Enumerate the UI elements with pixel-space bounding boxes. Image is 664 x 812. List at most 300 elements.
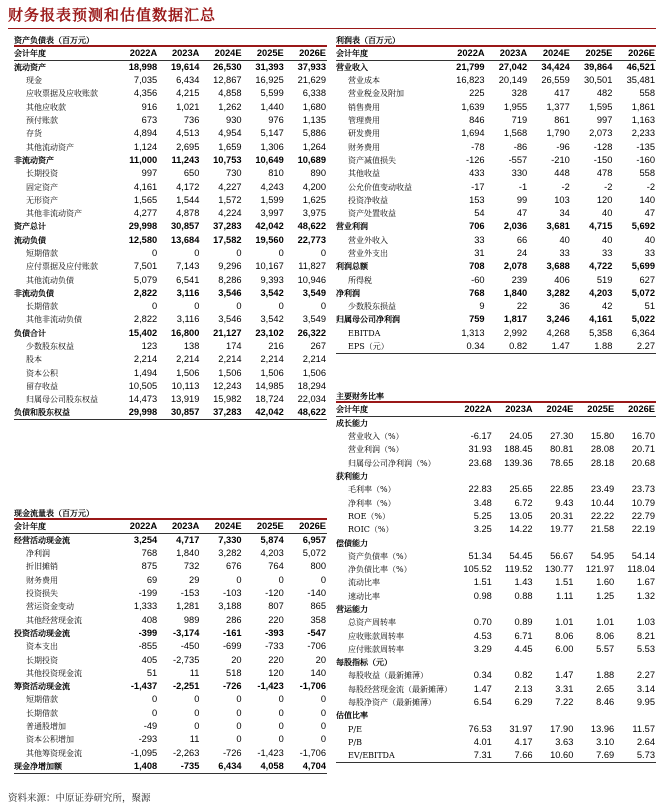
cell-value: 267 <box>310 341 326 352</box>
cell-value: 1.47 <box>473 683 492 694</box>
cell-value: 5,358 <box>589 327 613 338</box>
header-year: 2025E <box>243 47 285 61</box>
cell-value: 1,659 <box>218 141 242 152</box>
cell-value: 8,286 <box>218 274 242 285</box>
table-row <box>336 101 656 114</box>
cell-value: 2,036 <box>503 221 528 232</box>
table-row <box>14 300 327 313</box>
table-row <box>336 300 656 313</box>
row-label: 股本 <box>26 355 42 365</box>
cell-value: 3,549 <box>302 314 326 325</box>
cell-value: 66 <box>516 234 528 245</box>
table-row <box>14 194 327 207</box>
cell-value: 3,254 <box>133 535 158 545</box>
cell-value: 22.79 <box>631 510 655 521</box>
cell-value: 1,861 <box>631 101 655 112</box>
table-row <box>336 167 656 180</box>
cell-value: 1.01 <box>555 617 574 628</box>
table-row <box>14 613 327 626</box>
cell-value: 15,402 <box>128 327 158 338</box>
cell-value: 120 <box>268 667 284 678</box>
cell-value: 3,116 <box>176 314 200 325</box>
cell-value: 29,998 <box>116 406 158 420</box>
row-label: 应付票据及应付账款 <box>26 262 98 272</box>
table-row <box>336 247 656 260</box>
row-label: 营业利润（%） <box>348 445 404 455</box>
cell-value: 650 <box>183 168 200 179</box>
cell-value: 30,857 <box>158 406 200 420</box>
cell-value: 5,072 <box>631 287 655 298</box>
row-label: 留存收益 <box>26 381 58 391</box>
cell-value: 558 <box>639 88 655 99</box>
cell-value: 27.30 <box>550 431 574 442</box>
cell-value: 220 <box>268 654 284 665</box>
cell-value: 4,722 <box>589 261 613 272</box>
cell-value: 5,079 <box>133 274 158 285</box>
row-label: 长期投资 <box>26 655 58 665</box>
cell-value: 0 <box>320 734 326 745</box>
header-year: 2023A <box>486 47 529 61</box>
financial-ratios-table <box>336 390 656 763</box>
cell-value: 0 <box>152 248 158 258</box>
cell-value: 0 <box>236 694 242 705</box>
cell-value <box>574 656 615 669</box>
cell-value: 1,599 <box>260 194 284 205</box>
cell-value: 358 <box>310 614 326 625</box>
cell-value: 16.70 <box>631 431 655 442</box>
source-note: 资料来源：中原证券研究所，聚源 <box>8 793 151 804</box>
cell-value: 4,513 <box>176 128 200 139</box>
row-label: EV/EBITDA <box>336 749 452 763</box>
cell-value: 0 <box>278 721 284 731</box>
row-label: EBITDA <box>348 328 381 338</box>
cell-value: 1,817 <box>503 314 528 325</box>
cell-value: 0 <box>278 707 284 718</box>
cell-value: 8.06 <box>596 630 615 641</box>
cell-value <box>452 709 493 722</box>
table-row <box>336 154 656 167</box>
cell-value: 997 <box>141 168 158 179</box>
row-label: 公允价值变动收益 <box>348 182 412 192</box>
cell-value: 2,822 <box>133 287 158 298</box>
cell-value: 1.47 <box>528 340 571 354</box>
cell-value: 1,595 <box>589 101 613 112</box>
cell-value: 558 <box>639 168 655 179</box>
cell-value: 0.88 <box>514 590 533 601</box>
cell-value: 2.13 <box>514 683 533 694</box>
table-row <box>14 693 327 706</box>
cell-value: 3,116 <box>176 287 200 298</box>
cell-value: 1,440 <box>260 101 284 112</box>
header-year: 2025E <box>571 47 614 61</box>
table-row <box>14 234 327 247</box>
cell-value <box>615 709 656 722</box>
table-row <box>336 430 656 443</box>
cell-value: 3,688 <box>546 261 570 272</box>
row-label: 利润总额 <box>336 261 368 272</box>
income-statement-table <box>336 34 656 354</box>
row-label: 营业外收入 <box>348 235 388 245</box>
row-label: 净负债比率（%） <box>348 565 412 575</box>
header-year: 2026E <box>615 403 656 417</box>
cell-value: 23,102 <box>255 327 284 338</box>
cell-value: 51.34 <box>468 550 492 561</box>
cell-value <box>574 603 615 616</box>
cell-value: -140 <box>307 588 326 599</box>
cell-value: 16,800 <box>170 327 200 338</box>
cell-value: 0 <box>278 734 284 745</box>
cell-value: 4,704 <box>285 760 327 774</box>
cell-value: -393 <box>265 627 284 638</box>
table-row <box>14 101 327 114</box>
row-label: 其他非流动负债 <box>26 315 82 325</box>
cell-value: 0 <box>278 574 284 585</box>
row-label: 其他筹资现金流 <box>26 748 82 758</box>
cell-value: 1,790 <box>546 128 570 139</box>
row-label: P/E <box>348 724 362 734</box>
cell-value: 10,946 <box>297 274 326 285</box>
cell-value: -726 <box>222 681 242 692</box>
row-label: 营运资金变动 <box>26 602 74 612</box>
cell-value: 22 <box>516 301 528 312</box>
cell-value <box>574 536 615 549</box>
cell-value: 1,506 <box>302 367 326 378</box>
cell-value: 0 <box>194 248 200 258</box>
cell-value: -210 <box>551 154 570 165</box>
cell-value: 13.05 <box>509 510 533 521</box>
table-row <box>14 273 327 286</box>
cell-value: 10,689 <box>297 154 326 165</box>
cell-value: 0 <box>236 721 242 731</box>
cell-value: 3,282 <box>546 287 570 298</box>
table-row <box>336 194 656 207</box>
cell-value: 0 <box>152 694 158 705</box>
cell-value: 103 <box>554 194 570 205</box>
cell-value: -2 <box>604 181 613 192</box>
row-label: 流动资产 <box>14 62 46 72</box>
cell-value: 1,313 <box>461 327 485 338</box>
balance-sheet-table <box>14 34 327 420</box>
row-label: ROIC（%） <box>348 525 394 535</box>
cell-value: 0 <box>194 721 200 731</box>
cell-value: 6.54 <box>473 697 492 708</box>
cell-value: 3,546 <box>218 314 242 325</box>
table-row <box>336 443 656 456</box>
cell-value: 5.57 <box>596 643 615 654</box>
cell-value: 4,203 <box>260 548 284 559</box>
cell-value: 0 <box>320 721 326 731</box>
header-year: 2022A <box>116 47 158 61</box>
financial-ratios-title: 主要财务比率 <box>336 390 656 403</box>
cell-value: 519 <box>596 274 613 285</box>
table-row <box>14 760 327 774</box>
row-label: 应收票据及应收账款 <box>26 89 98 99</box>
cell-value: 4,161 <box>589 314 613 325</box>
cell-value: 10,753 <box>213 154 242 165</box>
table-header-row <box>336 403 656 417</box>
table-row <box>14 406 327 420</box>
cell-value: 13,684 <box>170 234 200 245</box>
cell-value: 0 <box>278 301 284 312</box>
table-row <box>14 154 327 167</box>
cell-value: 0.89 <box>514 617 533 628</box>
cell-value: 4,243 <box>260 181 284 192</box>
table-row <box>336 483 656 496</box>
header-label: 会计年度 <box>336 403 452 417</box>
cell-value: 0 <box>236 574 242 585</box>
cell-value: 736 <box>183 115 200 126</box>
cell-value: 4.45 <box>514 643 533 654</box>
cell-value: 1,572 <box>218 194 242 205</box>
cell-value: -1,423 <box>257 747 284 758</box>
cell-value <box>493 709 534 722</box>
cell-value: -1,437 <box>130 681 158 692</box>
cell-value: 0 <box>194 707 200 718</box>
cell-value: 22,773 <box>297 234 326 245</box>
header-year: 2026E <box>285 47 327 61</box>
cell-value: 3.63 <box>555 736 574 747</box>
header-year: 2025E <box>243 520 285 534</box>
cell-value: 2,214 <box>302 354 326 365</box>
row-label: 短期借款 <box>26 249 58 258</box>
row-label: 长期借款 <box>26 708 58 718</box>
table-row <box>336 340 656 354</box>
cell-value: 0.70 <box>473 617 492 628</box>
cell-value: 12,243 <box>213 380 242 391</box>
table-row <box>14 167 327 180</box>
cell-value: 5,022 <box>631 314 655 325</box>
cell-value: 54.95 <box>590 550 615 561</box>
cell-value: 40 <box>602 208 613 219</box>
cell-value: 2.65 <box>596 683 615 694</box>
cell-value <box>534 417 575 431</box>
row-label: 财务费用 <box>348 142 380 152</box>
row-label: 经营活动现金流 <box>14 535 70 545</box>
row-label: 获利能力 <box>336 471 368 482</box>
cell-value <box>615 603 656 616</box>
cell-value: -726 <box>222 747 242 758</box>
cell-value: 10,649 <box>255 154 284 165</box>
header-year: 2022A <box>116 520 158 534</box>
cell-value: 1.43 <box>514 577 533 588</box>
cell-value: 930 <box>226 115 242 126</box>
cell-value: 3,542 <box>260 287 284 298</box>
cell-value: 30,857 <box>170 221 200 232</box>
cell-value: 1,021 <box>176 101 200 112</box>
cell-value: 11 <box>189 667 200 678</box>
cell-value <box>534 536 575 549</box>
cell-value: 28.18 <box>590 457 615 468</box>
cell-value: 807 <box>268 601 284 612</box>
table-row <box>14 327 327 340</box>
cell-value: 4,356 <box>133 88 158 99</box>
cell-value: 22.22 <box>590 510 615 521</box>
cell-value: -2 <box>646 181 655 192</box>
cell-value: -60 <box>471 274 485 285</box>
cash-flow-table <box>14 507 327 774</box>
cell-value: 6.00 <box>555 643 574 654</box>
table-row <box>14 74 327 87</box>
cell-value: 4,200 <box>302 181 326 192</box>
row-label: 所得税 <box>348 275 372 285</box>
table-row <box>336 563 656 576</box>
cell-value: 2,695 <box>176 141 200 152</box>
cell-value: 220 <box>268 614 284 625</box>
table-row <box>336 61 656 75</box>
header-label: 会计年度 <box>336 47 443 61</box>
cell-value: 1.88 <box>596 670 615 681</box>
cell-value: 54 <box>474 208 485 219</box>
cell-value: 1,506 <box>260 367 284 378</box>
cell-value: 99 <box>516 194 528 205</box>
cell-value: 2,233 <box>631 128 655 139</box>
cell-value: 76.53 <box>468 723 492 734</box>
cell-value <box>493 417 534 431</box>
cell-value: 1,163 <box>631 115 655 126</box>
row-label: 资本支出 <box>26 642 58 652</box>
cell-value: 4,215 <box>176 88 200 99</box>
cell-value: 861 <box>554 115 570 126</box>
cell-value: 0 <box>320 248 326 258</box>
cell-value: -699 <box>222 641 242 652</box>
table-row <box>336 273 656 286</box>
cell-value <box>493 603 534 616</box>
cell-value: 9.43 <box>555 497 574 508</box>
cell-value <box>452 603 493 616</box>
cell-value: -2,251 <box>173 681 200 692</box>
row-label: 少数股东权益 <box>26 342 74 352</box>
cell-value: 6,338 <box>302 88 326 99</box>
cell-value: 997 <box>596 115 613 126</box>
cell-value: 30,501 <box>583 75 613 86</box>
cell-value: 0.34 <box>473 670 492 681</box>
cell-value: 27,042 <box>498 62 528 72</box>
row-label: 其他非流动资产 <box>26 209 82 219</box>
header-label: 会计年度 <box>14 520 116 534</box>
cell-value: 35,481 <box>626 75 655 86</box>
cell-value: 3,546 <box>218 287 242 298</box>
income-statement-title: 利润表（百万元） <box>336 34 656 47</box>
cell-value: 0 <box>152 707 158 718</box>
cell-value: 6,541 <box>176 274 200 285</box>
row-label: 净利率（%） <box>348 498 396 508</box>
cell-value: 216 <box>268 341 284 352</box>
header-year: 2024E <box>534 403 575 417</box>
cell-value: 7,035 <box>133 75 158 86</box>
cell-value: 26,559 <box>541 75 570 86</box>
cell-value: 4,058 <box>243 760 285 774</box>
cell-value: 5,072 <box>302 548 326 559</box>
header-year: 2023A <box>158 520 200 534</box>
table-row <box>336 417 656 431</box>
row-label: 营业成本 <box>348 76 380 86</box>
cell-value: 29,998 <box>128 221 158 232</box>
row-label: 其他投资现金流 <box>26 668 82 678</box>
cell-value: 1,840 <box>176 548 200 559</box>
cell-value: 140 <box>639 194 655 205</box>
cell-value: 19,560 <box>255 234 284 245</box>
header-year: 2022A <box>443 47 486 61</box>
cell-value: -161 <box>222 627 242 638</box>
cell-value: 1.01 <box>596 617 615 628</box>
cell-value: 0 <box>236 248 242 258</box>
cell-value: 23.73 <box>631 484 655 495</box>
cell-value: 1,955 <box>503 101 528 112</box>
cell-value: 6.71 <box>514 630 533 641</box>
cell-value: 764 <box>268 561 284 572</box>
cell-value: 8.46 <box>596 697 615 708</box>
cell-value: 29 <box>189 574 200 585</box>
cell-value: 22.83 <box>468 484 492 495</box>
row-label: 每股经营现金流（最新摊薄） <box>348 684 452 694</box>
table-row <box>336 723 656 736</box>
cell-value: 12,580 <box>128 234 158 245</box>
table-row <box>336 629 656 642</box>
cell-value: 3,681 <box>546 221 570 232</box>
cell-value <box>574 709 615 722</box>
row-label: 资产总计 <box>14 221 46 232</box>
balance-sheet-title: 资产负债表（百万元） <box>14 34 327 47</box>
table-row <box>14 287 327 300</box>
cell-value: 9 <box>479 301 485 312</box>
cell-value: 5,147 <box>260 128 284 139</box>
cell-value: 51 <box>146 667 158 678</box>
row-label: EPS（元） <box>336 340 443 354</box>
cell-value <box>615 656 656 669</box>
cell-value: 48,622 <box>285 406 327 420</box>
cell-value: 40 <box>602 234 613 245</box>
table-row <box>336 576 656 589</box>
cell-value: 0 <box>278 248 284 258</box>
cell-value: 80.81 <box>550 444 574 455</box>
cell-value: 20,149 <box>498 75 528 86</box>
row-label: 净利润 <box>336 287 360 298</box>
cell-value: 3,542 <box>260 314 284 325</box>
cell-value: 14,473 <box>128 394 158 405</box>
cell-value: 174 <box>226 341 242 352</box>
cell-value: 33 <box>474 234 485 245</box>
table-row <box>336 140 656 153</box>
cell-value: -293 <box>138 734 158 745</box>
row-label: 归属母公司股东权益 <box>26 395 98 405</box>
row-label: 非流动资产 <box>14 154 54 165</box>
cell-value: 408 <box>141 614 158 625</box>
table-row <box>14 353 327 366</box>
cell-value: 42 <box>602 301 613 312</box>
cell-value: 1.32 <box>636 590 655 601</box>
table-header-row <box>14 520 327 534</box>
cell-value: -6.17 <box>470 431 492 442</box>
cell-value: 627 <box>639 274 655 285</box>
cell-value: 0 <box>320 707 326 718</box>
cell-value: 9,393 <box>260 274 284 285</box>
row-label: 总资产周转率 <box>348 618 396 628</box>
table-row <box>336 207 656 220</box>
cell-value: 19.77 <box>550 524 574 535</box>
table-row <box>14 627 327 640</box>
table-row <box>14 667 327 680</box>
cell-value: 11 <box>189 734 200 745</box>
cell-value: 3.10 <box>596 736 615 747</box>
cell-value: 478 <box>596 168 613 179</box>
table-row <box>336 496 656 509</box>
cell-value: 1,506 <box>176 367 200 378</box>
cell-value: 31 <box>474 248 485 258</box>
cell-value: -399 <box>138 627 158 638</box>
cell-value: 417 <box>554 88 570 99</box>
table-row <box>14 127 327 140</box>
cell-value: 37,283 <box>213 221 242 232</box>
